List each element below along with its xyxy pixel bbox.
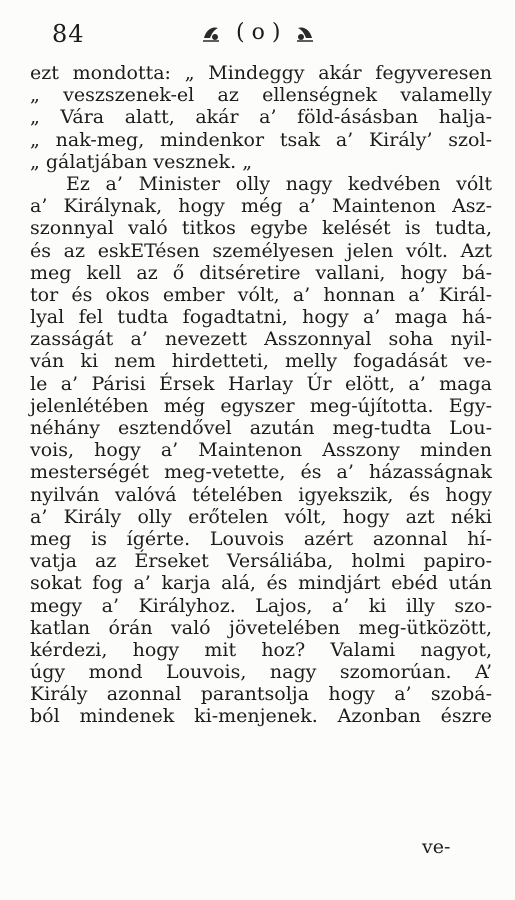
- text-line: nyilván valóvá tételében igyekszik, és hogy: [30, 483, 492, 506]
- floral-ornament-icon: [200, 22, 222, 44]
- running-head: [200, 20, 316, 45]
- text-line: vois, hogy a’ Maintenon Asszony minden: [30, 439, 492, 462]
- text-line: le a’ Párisi Érsek Harlay Úr elött, a’ maga: [30, 372, 492, 395]
- text-line: és az eskETésen személyesen jelen vólt. Azt: [30, 239, 492, 262]
- text-line: ván ki nem hirdetteti, melly fogadását ve-: [30, 350, 492, 373]
- text-line: tor és okos ember vólt, a’ honnan a’ Királ-: [30, 283, 492, 306]
- text-line: meg kell az ő ditséretire vallani, hogy bá-: [30, 261, 492, 284]
- text-line: meg is ígérte. Louvois azért azonnal hí-: [30, 527, 492, 550]
- text-line: vatja az Érseket Versáliába, holmi papiro-: [30, 550, 492, 573]
- text-line: mesterségét meg-vetette, és a’ házasságnak: [30, 461, 492, 484]
- text-line: a’ Királynak, hogy még a’ Maintenon Asz-: [30, 195, 492, 218]
- text-line: szonnyal való titkos egybe kelését is tudta,: [30, 217, 492, 240]
- text-line: úgy mond Louvois, nagy szomorúan. A’: [30, 661, 492, 684]
- text-line: katlan órán való jövetelében meg-ütközött,: [30, 616, 492, 639]
- text-line: Király azonnal parantsolja hogy a’ szobá-: [30, 683, 492, 706]
- text-line: megy a’ Királyhoz. Lajos, a’ ki illy szo-: [30, 594, 492, 617]
- text-line: ból mindenek ki-menjenek. Azonban észre: [30, 705, 492, 728]
- page-number: 84: [52, 20, 85, 48]
- text-line: jelenlétében még egyszer meg-újította. Egy-: [30, 394, 492, 417]
- text-line: ezt mondotta: „ Mindeggy akár fegyveresen: [30, 62, 492, 84]
- body-text: [30, 62, 492, 728]
- text-line: „ veszszenek-el az ellenségnek valamelly: [30, 84, 492, 107]
- text-line: sokat fog a’ karja alá, és mindjárt ebéd után: [30, 572, 492, 595]
- page-header: [0, 14, 515, 54]
- text-line: „ Vára alatt, akár a’ föld-ásásban halja-: [30, 106, 492, 129]
- text-line: zasságát a’ nevezett Asszonnyal soha nyil-: [30, 328, 492, 351]
- text-line: „ nak-meg, mindenkor tsak a’ Király’ szol-: [30, 128, 492, 151]
- text-line: Ez a’ Minister olly nagy kedvében vólt: [66, 172, 492, 195]
- text-line: a’ Király olly erőtelen vólt, hogy azt néki: [30, 505, 492, 528]
- text-line: „ gálatjában vesznek. „: [30, 150, 253, 173]
- text-line: néhány esztendővel azután meg-tudta Lou-: [30, 417, 492, 439]
- text-line: kérdezi, hogy mit hoz? Valami nagyot,: [30, 638, 492, 661]
- text-line: lyal fel tudta fogadtatni, hogy a’ maga há-: [30, 306, 492, 329]
- running-head-text: ( o ): [236, 20, 281, 45]
- catchword: ve-: [422, 836, 451, 858]
- floral-ornament-icon: [294, 22, 316, 44]
